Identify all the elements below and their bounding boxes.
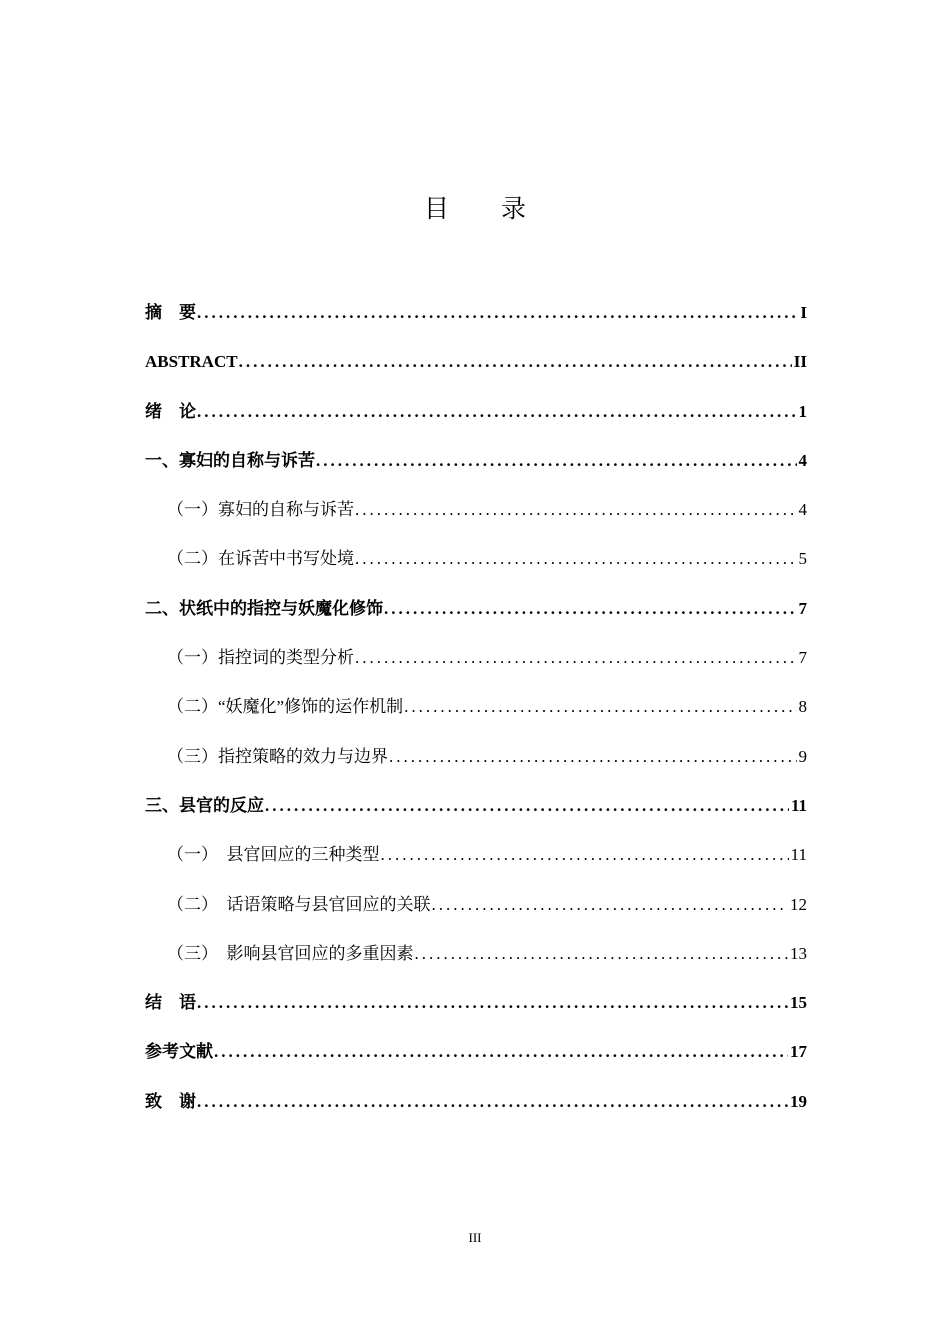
toc-subentry[interactable] bbox=[145, 891, 807, 940]
toc-entry-page: 15 bbox=[790, 993, 807, 1013]
toc-entry[interactable] bbox=[145, 595, 807, 644]
toc-entry[interactable] bbox=[145, 299, 807, 348]
toc-subentry[interactable] bbox=[145, 693, 807, 742]
toc-subentry[interactable] bbox=[145, 841, 807, 890]
toc-entry-page: 12 bbox=[790, 894, 807, 914]
toc-entry[interactable] bbox=[145, 1038, 807, 1087]
toc-entry-page: II bbox=[793, 352, 807, 372]
dot-leader bbox=[355, 496, 797, 524]
dot-leader bbox=[389, 743, 797, 771]
dot-leader bbox=[197, 299, 798, 327]
toc-entry-page: 17 bbox=[790, 1042, 807, 1062]
dot-leader bbox=[415, 940, 789, 968]
toc-entry-page: 11 bbox=[790, 845, 807, 865]
toc-entry-page: I bbox=[800, 303, 807, 322]
toc-subentry[interactable] bbox=[145, 940, 807, 989]
toc-entry-page: 8 bbox=[798, 697, 807, 717]
dot-leader bbox=[316, 447, 797, 475]
toc-entry[interactable] bbox=[145, 398, 807, 447]
toc-entry-label: 三、县官的反应 bbox=[145, 795, 264, 815]
toc-entry-page: 4 bbox=[798, 500, 807, 520]
toc-entry-page: 4 bbox=[798, 450, 807, 470]
toc-entry-label: 一、寡妇的自称与诉苦 bbox=[145, 450, 315, 470]
dot-leader bbox=[265, 792, 789, 820]
toc-entry-label: （二）“妖魔化”修饰的运作机制 bbox=[167, 697, 404, 717]
toc-entry-label: （一）指控词的类型分析 bbox=[167, 648, 354, 668]
toc-entry-page: 13 bbox=[790, 943, 807, 963]
toc-entry-page: 1 bbox=[798, 401, 807, 421]
page-number: III bbox=[468, 1230, 482, 1245]
dot-leader bbox=[197, 398, 797, 426]
toc-entry-label: （二） 话语策略与县官回应的关联 bbox=[167, 894, 431, 914]
toc-entry-label: 致 谢 bbox=[145, 1091, 196, 1111]
toc-entry-page: 11 bbox=[790, 795, 807, 815]
toc-subentry[interactable] bbox=[145, 545, 807, 594]
dot-leader bbox=[432, 891, 789, 919]
toc-subentry[interactable] bbox=[145, 644, 807, 693]
dot-leader bbox=[214, 1038, 788, 1066]
toc-entry-label: 摘 要 bbox=[145, 303, 196, 322]
dot-leader bbox=[384, 595, 797, 623]
dot-leader bbox=[239, 348, 792, 376]
dot-leader bbox=[404, 693, 796, 721]
toc-entry-label: （三） 影响县官回应的多重因素 bbox=[167, 943, 414, 963]
table-of-contents bbox=[145, 299, 807, 1137]
dot-leader bbox=[197, 989, 788, 1017]
toc-entry[interactable] bbox=[145, 1088, 807, 1137]
toc-entry[interactable] bbox=[145, 348, 807, 397]
page-title: 目 录 bbox=[424, 194, 548, 223]
dot-leader bbox=[355, 545, 797, 573]
toc-entry-label: （一） 县官回应的三种类型 bbox=[167, 845, 380, 865]
toc-entry-label: （三）指控策略的效力与边界 bbox=[167, 746, 388, 766]
toc-entry-label: 参考文献 bbox=[145, 1042, 213, 1062]
toc-entry-label: 绪 论 bbox=[145, 401, 196, 421]
toc-entry[interactable] bbox=[145, 447, 807, 496]
toc-entry-page: 7 bbox=[798, 648, 807, 668]
toc-entry-page: 19 bbox=[790, 1091, 807, 1111]
toc-entry-label: （一）寡妇的自称与诉苦 bbox=[167, 500, 354, 520]
toc-entry-page: 9 bbox=[798, 746, 807, 766]
dot-leader bbox=[381, 841, 789, 869]
toc-subentry[interactable] bbox=[145, 743, 807, 792]
toc-entry-page: 7 bbox=[798, 598, 807, 618]
toc-entry-label: （二）在诉苦中书写处境 bbox=[167, 549, 354, 569]
toc-entry-label: 结 语 bbox=[145, 993, 196, 1013]
toc-entry[interactable] bbox=[145, 989, 807, 1038]
toc-subentry[interactable] bbox=[145, 496, 807, 545]
toc-entry-page: 5 bbox=[798, 549, 807, 569]
toc-entry[interactable] bbox=[145, 792, 807, 841]
toc-entry-label: 二、状纸中的指控与妖魔化修饰 bbox=[145, 598, 383, 618]
dot-leader bbox=[197, 1088, 788, 1116]
dot-leader bbox=[355, 644, 797, 672]
toc-entry-label: ABSTRACT bbox=[145, 352, 238, 372]
